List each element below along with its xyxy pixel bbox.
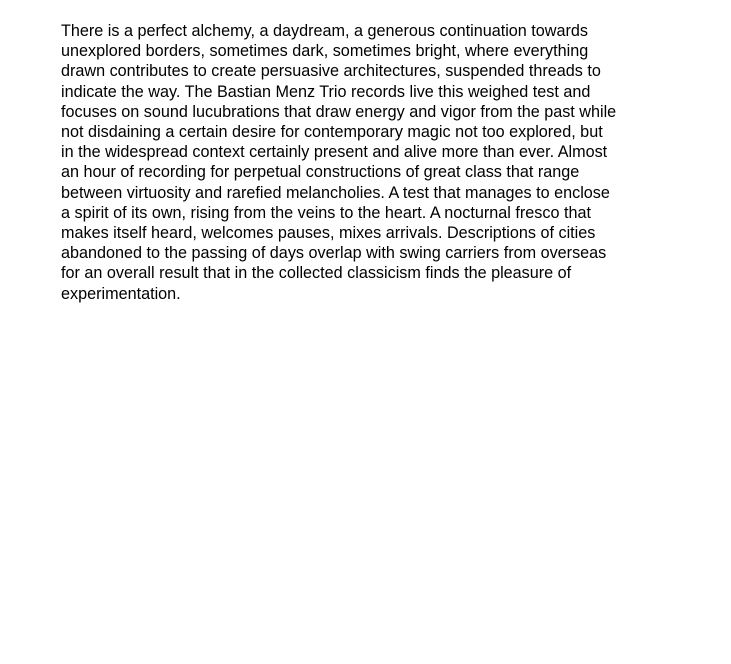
paragraph-line: an hour of recording for perpetual constructions of great class that range — [61, 163, 580, 182]
paragraph-line: drawn contributes to create persuasive architectures, suspended threads to — [61, 62, 601, 81]
paragraph-line: unexplored borders, sometimes dark, sometimes bright, where everything — [61, 42, 589, 61]
paragraph-line: experimentation. — [61, 284, 181, 303]
paragraph-line: a spirit of its own, rising from the veins to the heart. A nocturnal fresco that — [61, 203, 591, 222]
paragraph-line: focuses on sound lucubrations that draw energy and vigor from the past while — [61, 102, 617, 121]
body-paragraph — [61, 21, 681, 304]
paragraph-line: indicate the way. The Bastian Menz Trio records live this weighed test and — [61, 82, 591, 101]
paragraph-line: makes itself heard, welcomes pauses, mixes arrivals. Descriptions of cities — [61, 224, 596, 243]
paragraph-line: not disdaining a certain desire for contemporary magic not too explored, but — [61, 123, 603, 142]
paragraph-line: for an overall result that in the collected classicism finds the pleasure of — [61, 264, 572, 283]
paragraph-line: in the widespread context certainly present and alive more than ever. Almost — [61, 143, 608, 162]
paragraph-line: There is a perfect alchemy, a daydream, a generous continuation towards — [61, 22, 588, 40]
paragraph-line: abandoned to the passing of days overlap with swing carriers from overseas — [61, 244, 607, 263]
paragraph-line: between virtuosity and rarefied melancholies. A test that manages to enclose — [61, 183, 610, 202]
